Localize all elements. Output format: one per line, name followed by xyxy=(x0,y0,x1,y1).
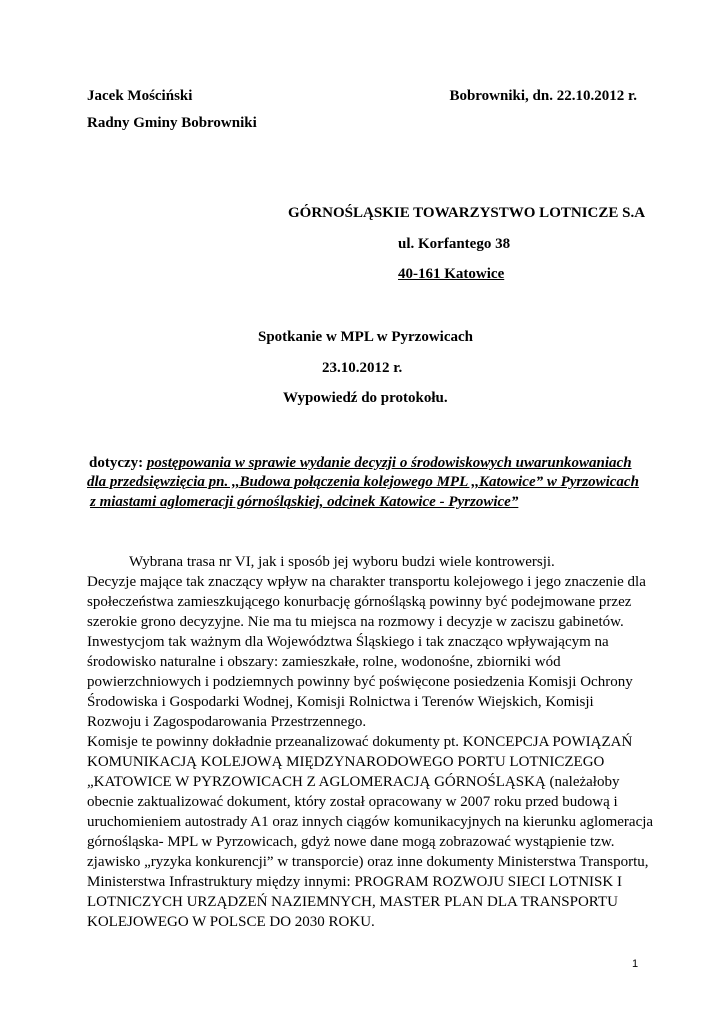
body-line: społeczeństwa zamieszkującego konurbację górnośląską powinny być podejmowane przez xyxy=(87,594,632,610)
body-line: uruchomieniem autostrady A1 oraz innych ciągów komunikacyjnych na kierunku aglomeracja xyxy=(87,814,654,830)
recipient-street: ul. Korfantego 38 xyxy=(398,236,511,252)
subject-text-3: z miastami aglomeracji górnośląskiej, odcinek Katowice - Pyrzowice” xyxy=(90,494,519,510)
body-line: „KATOWICE W PYRZOWICACH Z AGLOMERACJĄ GÓRNOŚLĄSKĄ (należałoby xyxy=(87,774,620,790)
subject-text-2: dla przedsięwzięcia pn. ,,Budowa połączenia kolejowego MPL ,,Katowice” w Pyrzowicach xyxy=(87,474,639,490)
subject-line-1 xyxy=(89,455,632,472)
meeting-date: 23.10.2012 r. xyxy=(322,360,403,376)
body-line: Decyzje mające tak znaczący wpływ na charakter transportu kolejowego i jego znaczenie dla xyxy=(87,574,646,590)
body-line: KOMUNIKACJĄ KOLEJOWĄ MIĘDZYNARODOWEGO PORTU LOTNICZEGO xyxy=(87,754,605,770)
place-date: Bobrowniki, dn. 22.10.2012 r. xyxy=(449,88,637,104)
body-line: Wybrana trasa nr VI, jak i sposób jej wyboru budzi wiele kontrowersji. xyxy=(129,554,555,570)
body-line: środowisko naturalne i obszary: zamieszkałe, rolne, wodonośne, zbiorniki wód xyxy=(87,654,561,670)
subject-label: dotyczy: xyxy=(89,455,144,471)
body-line: zjawisko „ryzyka konkurencji” w transporcie) oraz inne dokumenty Ministerstwa Transportu, xyxy=(87,854,649,870)
author-name: Jacek Mościński xyxy=(87,88,193,104)
meeting-statement: Wypowiedź do protokołu. xyxy=(283,390,448,406)
body-line: Środowiska i Gospodarki Wodnej, Komisji Rolnictwa i Terenów Wiejskich, Komisji xyxy=(87,694,594,710)
body-line: Inwestycjom tak ważnym dla Województwa Śląskiego i tak znacząco wpływającym na xyxy=(87,634,609,650)
recipient-company: GÓRNOŚLĄSKIE TOWARZYSTWO LOTNICZE S.A xyxy=(288,205,646,221)
page-number: 1 xyxy=(632,958,639,970)
body-line: szerokie grono decyzyjne. Nie ma tu miejsca na rozmowy i decyzje w zaciszu gabinetów. xyxy=(87,614,624,630)
meeting-title: Spotkanie w MPL w Pyrzowicach xyxy=(258,329,473,345)
subject-text-1: postępowania w sprawie wydanie decyzji o środowiskowych uwarunkowaniach xyxy=(146,455,632,471)
recipient-city: 40-161 Katowice xyxy=(398,266,505,282)
body-line: Komisje te powinny dokładnie przeanalizować dokumenty pt. KONCEPCJA POWIĄZAŃ xyxy=(87,734,633,750)
body-line: obecnie zaktualizować dokument, który został opracowany w 2007 roku przed budową i xyxy=(87,794,618,810)
body-line: KOLEJOWEGO W POLSCE DO 2030 ROKU. xyxy=(87,914,375,930)
body-line: LOTNICZYCH URZĄDZEŃ NAZIEMNYCH, MASTER PLAN DLA TRANSPORTU xyxy=(87,894,618,910)
body-line: górnośląska- MPL w Pyrzowicach, gdyż nowe dane mogą zobrazować wystąpienie tzw. xyxy=(87,834,615,850)
author-title: Radny Gminy Bobrowniki xyxy=(87,115,257,131)
body-line: Rozwoju i Zagospodarowania Przestrzennego. xyxy=(87,714,367,730)
body-line: powierzchniowych i podziemnych powinny być poświęcone posiedzenia Komisji Ochrony xyxy=(87,674,633,690)
body-line: Ministerstwa Infrastruktury między innymi: PROGRAM ROZWOJU SIECI LOTNISK I xyxy=(87,874,622,890)
